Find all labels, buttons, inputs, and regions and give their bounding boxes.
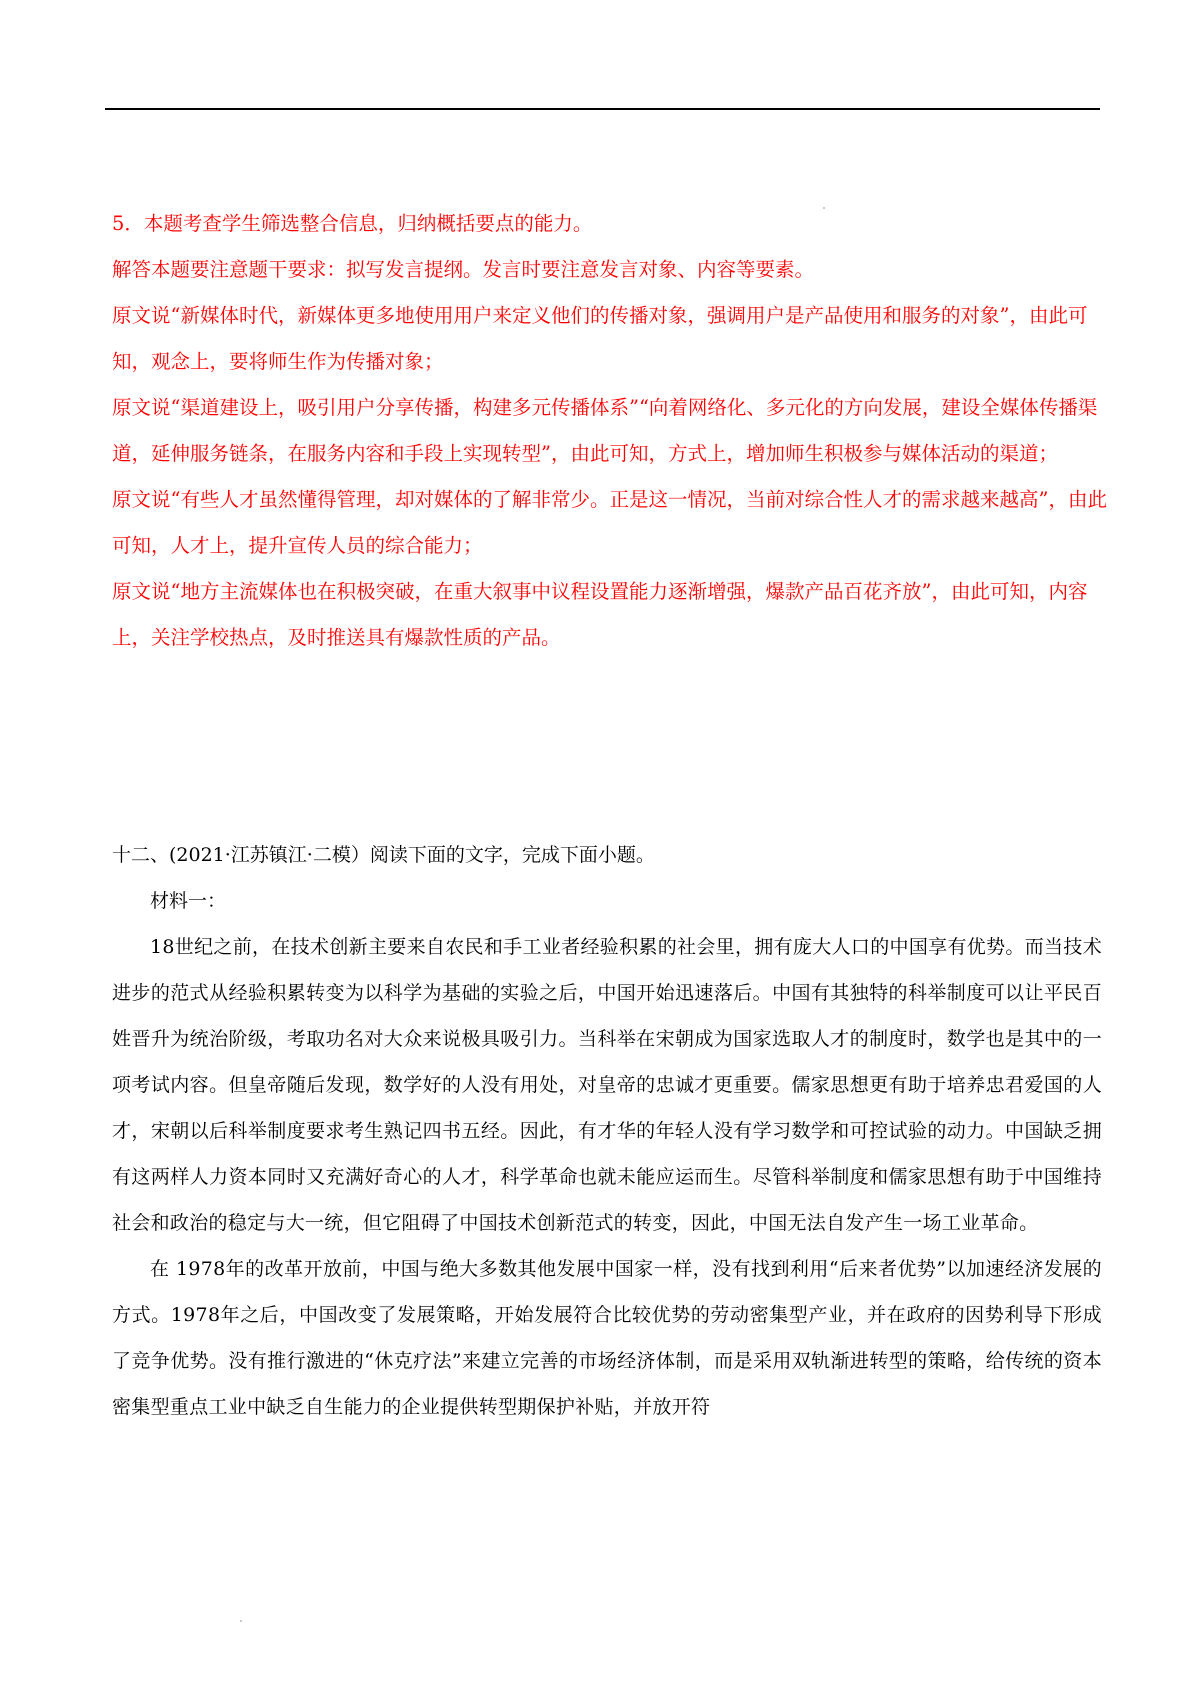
header-rule (105, 108, 1100, 110)
material-label: 材料一： (150, 890, 227, 912)
answer-paragraph: 原文说“渠道建设上，吸引用户分享传播，构建多元传播体系”“向着网络化、多元化的方向发展，建设全媒体传播渠道，延伸服务链条，在服务内容和手段上实现转型”，由此可知，方式上，增加师生积极参与媒体活动的渠道； (112, 396, 1098, 465)
material-paragraph: 18世纪之前，在技术创新主要来自农民和手工业者经验积累的社会里，拥有庞大人口的中国享有优势。而当技术进步的范式从经验积累转变为以科学为基础的实验之后，中国开始迅速落后。中国有其独特的科举制度可以让平民百姓晋升为统治阶级，考取功名对大众来说极具吸引力。当科举在宋朝成为国家选取人才的制度时，数学也是其中的一项考试内容。但皇帝随后发现，数学好的人没有用处，对皇帝的忠诚才更重要。儒家思想更有助于培养忠君爱国的人才，宋朝以后科举制度要求考生熟记四书五经。因此，有才华的年轻人没有学习数学和可控试验的动力。中国缺乏拥有这两样人力资本同时又充满好奇心的人才，科学革命也就未能应运而生。尽管科举制度和儒家思想有助于中国维持社会和政治的稳定与大一统，但它阻碍了中国技术创新范式的转变，因此，中国无法自发产生一场工业革命。 (112, 936, 1102, 1234)
answer-paragraph: 原文说“新媒体时代，新媒体更多地使用用户来定义他们的传播对象，强调用户是产品使用和服务的对象”，由此可知，观念上，要将师生作为传播对象； (112, 304, 1088, 373)
answer-section (112, 201, 1112, 661)
question-section (112, 832, 1102, 1430)
material-paragraph: 在 1978年的改革开放前，中国与绝大多数其他发展中国家一样，没有找到利用“后来者优势”以加速经济发展的方式。1978年之后，中国改变了发展策略，开始发展符合比较优势的劳动密集型产业，并在政府的因势利导下形成了竞争优势。没有推行激进的“休克疗法”来建立完善的市场经济体制，而是采用双轨渐进转型的策略，给传统的资本密集型重点工业中缺乏自生能力的企业提供转型期保护补贴，并放开符 (112, 1258, 1102, 1418)
question-heading: 十二、(2021·江苏镇江·二模）阅读下面的文字，完成下面小题。 (112, 844, 655, 866)
answer-paragraph: 5．本题考查学生筛选整合信息，归纳概括要点的能力。 (112, 212, 593, 235)
answer-paragraph: 解答本题要注意题干要求：拟写发言提纲。发言时要注意发言对象、内容等要素。 (112, 258, 815, 281)
answer-paragraph: 原文说“地方主流媒体也在积极突破，在重大叙事中议程设置能力逐渐增强，爆款产品百花齐放”，由此可知，内容上，关注学校热点，及时推送具有爆款性质的产品。 (112, 580, 1088, 649)
scan-speck (240, 1620, 242, 1622)
answer-paragraph: 原文说“有些人才虽然懂得管理，却对媒体的了解非常少。正是这一情况，当前对综合性人才的需求越来越高”，由此可知，人才上，提升宣传人员的综合能力； (112, 488, 1107, 557)
